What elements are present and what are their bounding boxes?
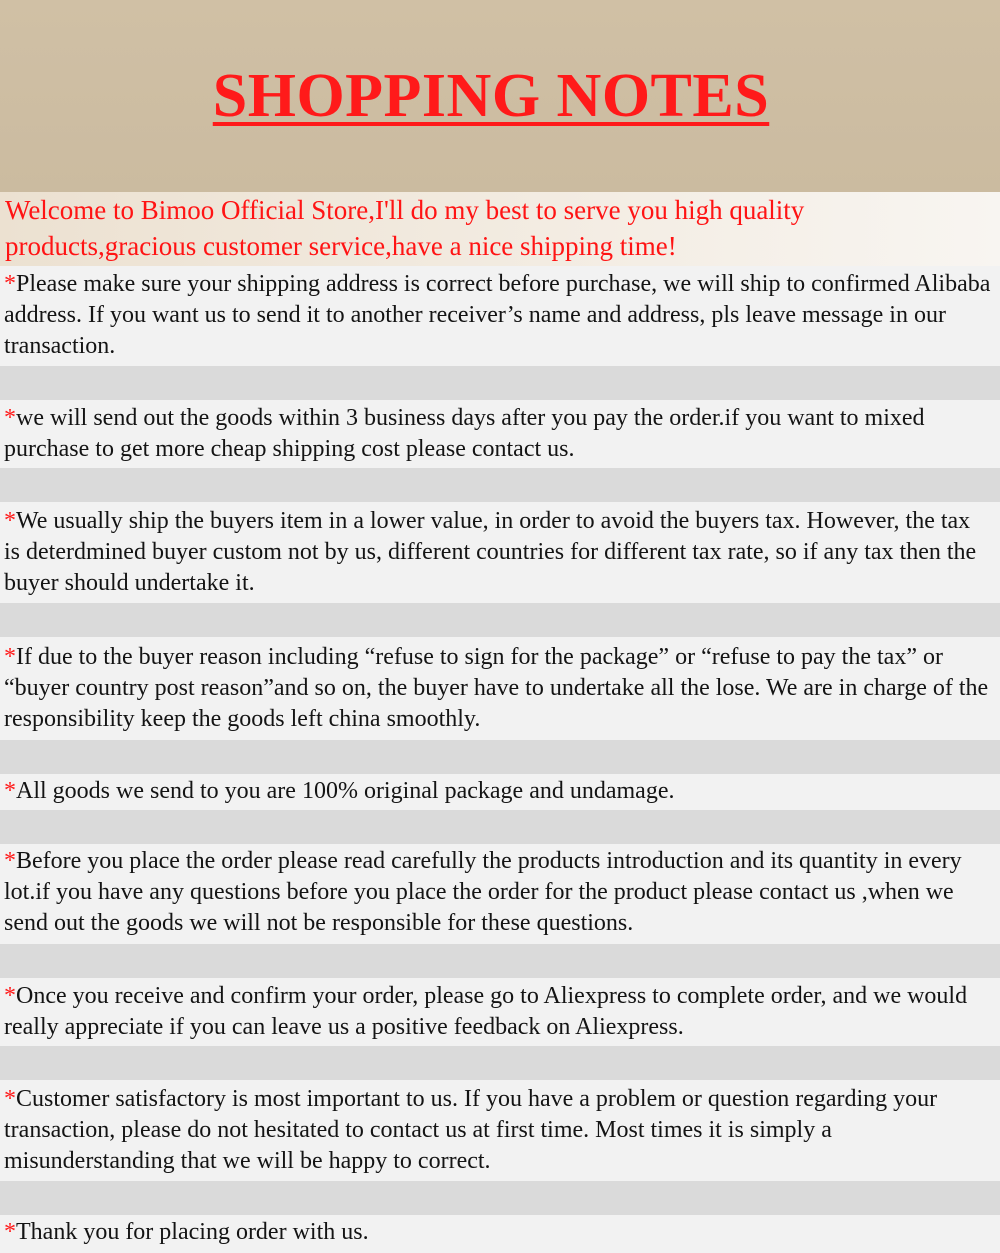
divider bbox=[0, 1181, 1000, 1215]
note-item bbox=[0, 978, 1000, 1046]
divider bbox=[0, 1046, 1000, 1080]
note-text bbox=[0, 642, 1000, 735]
note-item bbox=[0, 637, 1000, 740]
divider bbox=[0, 366, 1000, 400]
note-item bbox=[0, 1215, 1000, 1253]
divider bbox=[0, 810, 1000, 844]
header-banner bbox=[0, 0, 1000, 192]
note-text bbox=[0, 1084, 1000, 1177]
welcome-banner bbox=[0, 192, 1000, 266]
note-item bbox=[0, 774, 1000, 810]
note-asterisk: * bbox=[4, 271, 16, 297]
note-asterisk: * bbox=[4, 1219, 16, 1245]
note-item bbox=[0, 502, 1000, 603]
note-body: All goods we send to you are 100% original package and undamage. bbox=[16, 778, 675, 804]
note-asterisk: * bbox=[4, 848, 16, 874]
note-body: We usually ship the buyers item in a lower value, in order to avoid the buyers tax. However, the tax is deterdmined buyer custom not by us, different countries for different tax rate, so if any tax then the buyer should undertake it. bbox=[4, 508, 977, 596]
divider bbox=[0, 740, 1000, 774]
note-body: Once you receive and confirm your order, please go to Aliexpress to complete order, and we would really appreciate if you can leave us a positive feedback on Aliexpress. bbox=[4, 983, 968, 1040]
note-text bbox=[0, 506, 1000, 599]
welcome-message: Welcome to Bimoo Official Store,I'll do my best to serve you high quality products,gracious customer service,have a nice shipping time! bbox=[5, 195, 805, 261]
divider bbox=[0, 468, 1000, 502]
divider bbox=[0, 944, 1000, 978]
note-text bbox=[0, 776, 1000, 807]
note-asterisk: * bbox=[4, 644, 16, 670]
note-body: Thank you for placing order with us. bbox=[16, 1219, 369, 1245]
note-asterisk: * bbox=[4, 405, 16, 431]
note-item bbox=[0, 266, 1000, 366]
note-item bbox=[0, 400, 1000, 468]
note-text bbox=[0, 981, 1000, 1043]
note-body: If due to the buyer reason including “refuse to sign for the package” or “refuse to pay the tax” or “buyer country post reason”and so on, the buyer have to undertake all the lose. We are in charge of the responsibility keep the goods left china smoothly. bbox=[4, 644, 989, 732]
page-title: SHOPPING NOTES bbox=[212, 62, 770, 130]
divider bbox=[0, 603, 1000, 637]
note-text bbox=[0, 403, 1000, 465]
note-asterisk: * bbox=[4, 508, 16, 534]
note-body: Customer satisfactory is most important to us. If you have a problem or question regarding your transaction, please do not hesitated to contact us at first time. Most times it is simply a misunderstanding that we will be happy to correct. bbox=[4, 1086, 938, 1174]
note-text bbox=[0, 846, 1000, 939]
note-text bbox=[0, 269, 1000, 362]
note-asterisk: * bbox=[4, 983, 16, 1009]
note-body: Please make sure your shipping address is correct before purchase, we will ship to confirmed Alibaba address. If you want us to send it to another receiver’s name and address, pls leave message in our transaction. bbox=[4, 271, 991, 359]
note-item bbox=[0, 1080, 1000, 1181]
note-asterisk: * bbox=[4, 778, 16, 804]
note-body: we will send out the goods within 3 business days after you pay the order.if you want to mixed purchase to get more cheap shipping cost please contact us. bbox=[4, 405, 925, 462]
note-text bbox=[0, 1217, 1000, 1248]
note-body: Before you place the order please read carefully the products introduction and its quantity in every lot.if you have any questions before you place the order for the product please contact us ,when we send out the goods we will not be responsible for these questions. bbox=[4, 848, 962, 936]
note-item bbox=[0, 844, 1000, 944]
note-asterisk: * bbox=[4, 1086, 16, 1112]
